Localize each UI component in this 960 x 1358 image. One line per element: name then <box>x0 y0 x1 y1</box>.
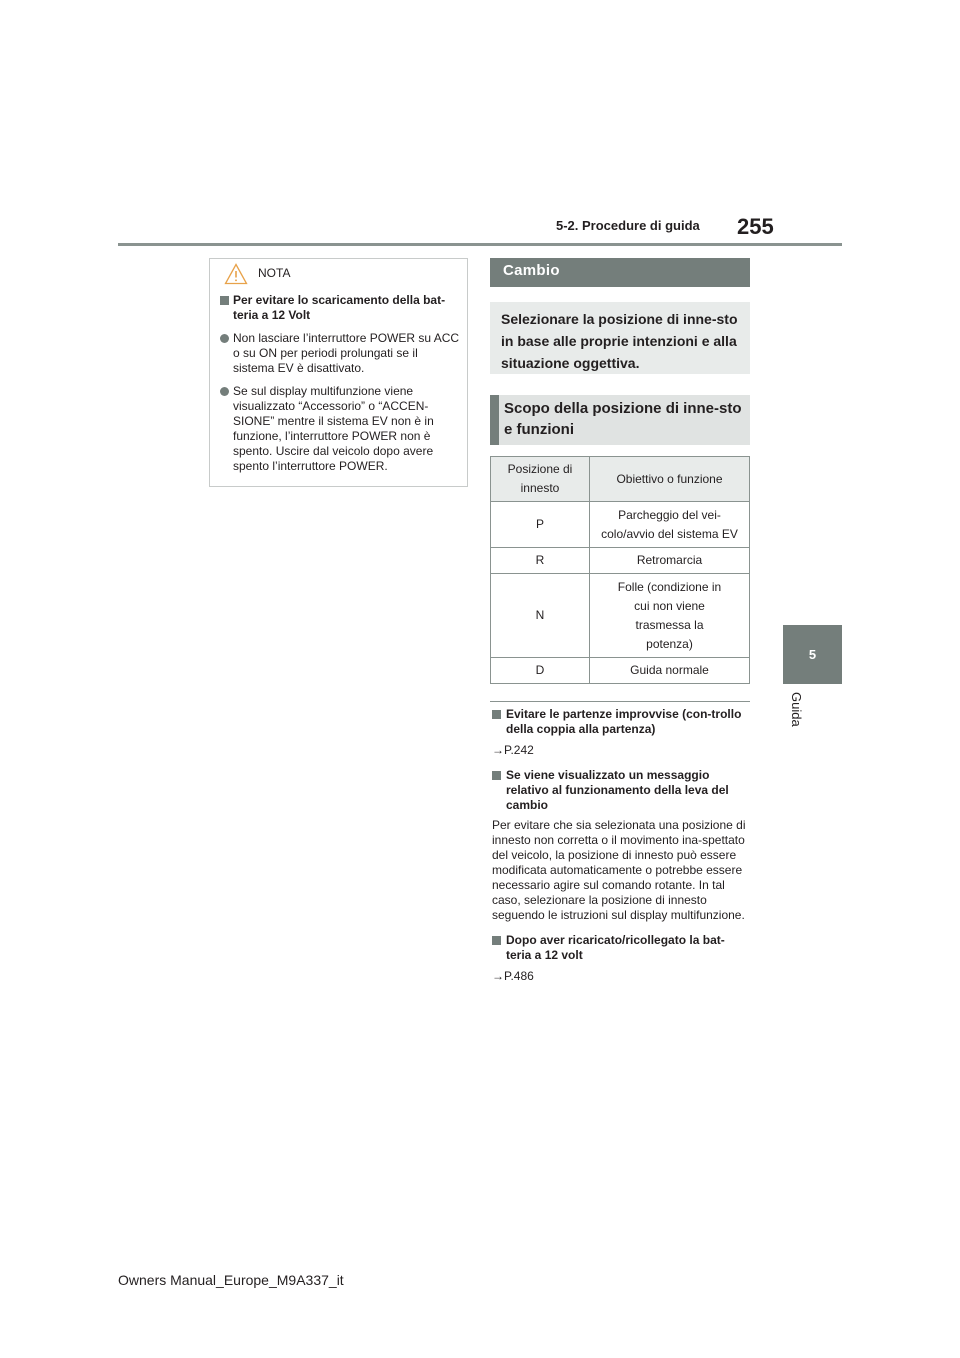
table-header-cell: Obiettivo o funzione <box>590 457 750 502</box>
chapter-label: Guida <box>789 692 804 727</box>
nota-body <box>220 293 460 482</box>
nota-item <box>220 331 460 376</box>
table-row <box>491 502 750 548</box>
round-bullet-icon <box>220 334 229 343</box>
table-cell: D <box>491 658 590 684</box>
nota-heading-text: Per evitare lo scaricamento della bat-teria a 12 Volt <box>233 293 446 322</box>
table-cell: Guida normale <box>590 658 750 684</box>
nota-header <box>210 259 467 287</box>
warning-triangle-icon <box>224 263 248 285</box>
page-number: 255 <box>737 214 774 239</box>
square-bullet-icon <box>220 296 229 305</box>
table-cell: P <box>491 502 590 548</box>
table-header-cell: Posizione di innesto <box>491 457 590 502</box>
page-reference-link[interactable]: →P.242 <box>492 743 534 757</box>
note-heading-text: Dopo aver ricaricato/ricollegato la bat-teria a 12 volt <box>506 933 725 962</box>
notes-section <box>492 707 748 994</box>
square-bullet-icon <box>492 771 501 780</box>
table-row <box>491 658 750 684</box>
table-row <box>491 574 750 658</box>
scopo-heading: Scopo della posizione di inne-sto e funzioni <box>490 395 750 445</box>
note-heading <box>492 768 748 813</box>
cambio-intro: Selezionare la posizione di inne-sto in base alle proprie intenzioni e alla situazione oggettiva. <box>490 302 750 374</box>
nota-title: NOTA <box>258 266 291 280</box>
page-reference-link[interactable]: →P.486 <box>492 969 534 983</box>
table-cell: N <box>491 574 590 658</box>
note-heading <box>492 933 748 963</box>
table-cell: Parcheggio del vei-colo/avvio del sistema EV <box>590 502 750 548</box>
table-row <box>491 548 750 574</box>
square-bullet-icon <box>492 710 501 719</box>
table-cell: R <box>491 548 590 574</box>
nota-item-text: Non lasciare l’interruttore POWER su ACC o su ON per periodi prolungati se il sistema EV è disattivato. <box>233 331 460 375</box>
round-bullet-icon <box>220 387 229 396</box>
footer-doc-id: Owners Manual_Europe_M9A337_it <box>118 1272 344 1288</box>
cambio-title-bar: Cambio <box>490 258 750 287</box>
nota-item <box>220 384 460 474</box>
note-heading-text: Evitare le partenze improvvise (con-trollo della coppia alla partenza) <box>506 707 742 736</box>
table-cell: Folle (condizione in cui non viene trasmessa la potenza) <box>590 574 750 658</box>
nota-heading <box>220 293 460 323</box>
table-cell: Retromarcia <box>590 548 750 574</box>
note-paragraph: Per evitare che sia selezionata una posizione di innesto non corretta o il movimento ina-spettato del veicolo, la posizione di innesto può essere modificata automaticamente o potrebbe essere necessario agire sul comando rotante. In tal caso, selezionare la posizione di innesto seguendo le istruzioni sul display multifunzione. <box>492 818 746 922</box>
section-divider <box>490 701 750 702</box>
square-bullet-icon <box>492 936 501 945</box>
nota-box <box>209 258 468 487</box>
note-heading <box>492 707 748 737</box>
note-heading-text: Se viene visualizzato un messaggio relativo al funzionamento della leva del cambio <box>506 768 729 812</box>
nota-item-text: Se sul display multifunzione viene visualizzato “Accessorio” o “ACCEN-SIONE” mentre il sistema EV non è in funzione, l’interruttore POWER non è spento. Uscire dal veicolo dopo avere spento l’interruttore POWER. <box>233 384 434 473</box>
section-title: 5-2. Procedure di guida <box>556 218 700 233</box>
header-rule <box>118 243 842 246</box>
gear-position-table <box>490 456 750 684</box>
chapter-tab: 5 <box>783 625 842 684</box>
table-header-row <box>491 457 750 502</box>
